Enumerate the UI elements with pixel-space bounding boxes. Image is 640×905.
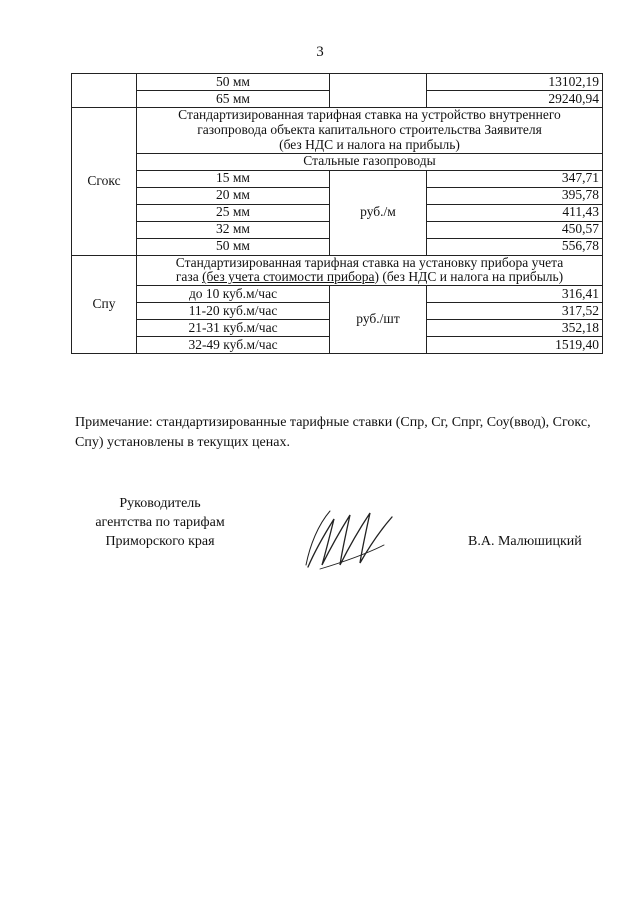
gokc-header-line: (без НДС и налога на прибыль) [279,136,460,152]
table-row [72,170,603,187]
value-cell: 450,57 [427,221,603,238]
size-cell: 21-31 куб.м/час [137,320,330,337]
signer-title-line: агентства по тарифам [95,514,225,530]
signer-title-line: Приморского края [105,533,215,549]
size-cell: 20 мм [137,187,330,204]
gokc-header [137,108,603,154]
table-row [72,286,603,303]
size-cell: 50 мм [137,238,330,255]
spu-header-underlined: (без учета стоимости прибора [202,269,375,285]
code-cell-empty [72,74,137,108]
table-row [72,153,603,170]
page-number: 3 [316,44,324,60]
value-cell: 347,71 [427,170,603,187]
value-cell: 317,52 [427,303,603,320]
size-cell: 25 мм [137,204,330,221]
signer-title [80,495,240,552]
code-cell-spu: Спу [72,255,137,354]
table-row [72,108,603,154]
value-cell: 352,18 [427,320,603,337]
value-cell: 1519,40 [427,337,603,354]
gokc-header-line: газопровода объекта капитального строительства Заявителя [197,121,542,137]
spu-header-line: Стандартизированная тарифная ставка на установку прибора учета [175,254,564,270]
value-cell: 395,78 [427,187,603,204]
handwritten-signature [300,505,400,575]
size-cell: 65 мм [137,91,330,108]
code-cell-gokc: Сгокс [72,108,137,256]
spu-header-line [140,270,599,285]
tariff-table [71,73,603,354]
signer-title-line: Руководитель [119,496,201,511]
gokc-subheader: Стальные газопроводы [137,153,603,170]
note-paragraph: Примечание: стандартизированные тарифные ставки (Спр, Сг, Спрг, Соу(ввод), Сгокс, Спу) установлены в текущих ценах. [75,415,591,451]
size-cell: до 10 куб.м/час [137,286,330,303]
signer-name: В.А. Малюшицкий [468,534,582,549]
value-cell: 29240,94 [427,91,603,108]
unit-cell-empty [330,74,427,108]
spu-header-suffix: ) (без НДС и налога на прибыль) [374,269,564,285]
gokc-header-line: Стандартизированная тарифная ставка на устройство внутреннего [178,107,561,122]
size-cell: 50 мм [137,74,330,91]
size-cell: 32-49 куб.м/час [137,337,330,354]
value-cell: 13102,19 [427,74,603,91]
value-cell: 411,43 [427,204,603,221]
size-cell: 15 мм [137,170,330,187]
size-cell: 11-20 куб.м/час [137,303,330,320]
table-row [72,255,603,286]
value-cell: 316,41 [427,286,603,303]
value-cell: 556,78 [427,238,603,255]
size-cell: 32 мм [137,221,330,238]
unit-cell-spu: руб./шт [330,286,427,354]
unit-cell-gokc: руб./м [330,170,427,255]
spu-header [137,255,603,286]
spu-header-prefix: газа [175,269,203,285]
table-row [72,74,603,91]
